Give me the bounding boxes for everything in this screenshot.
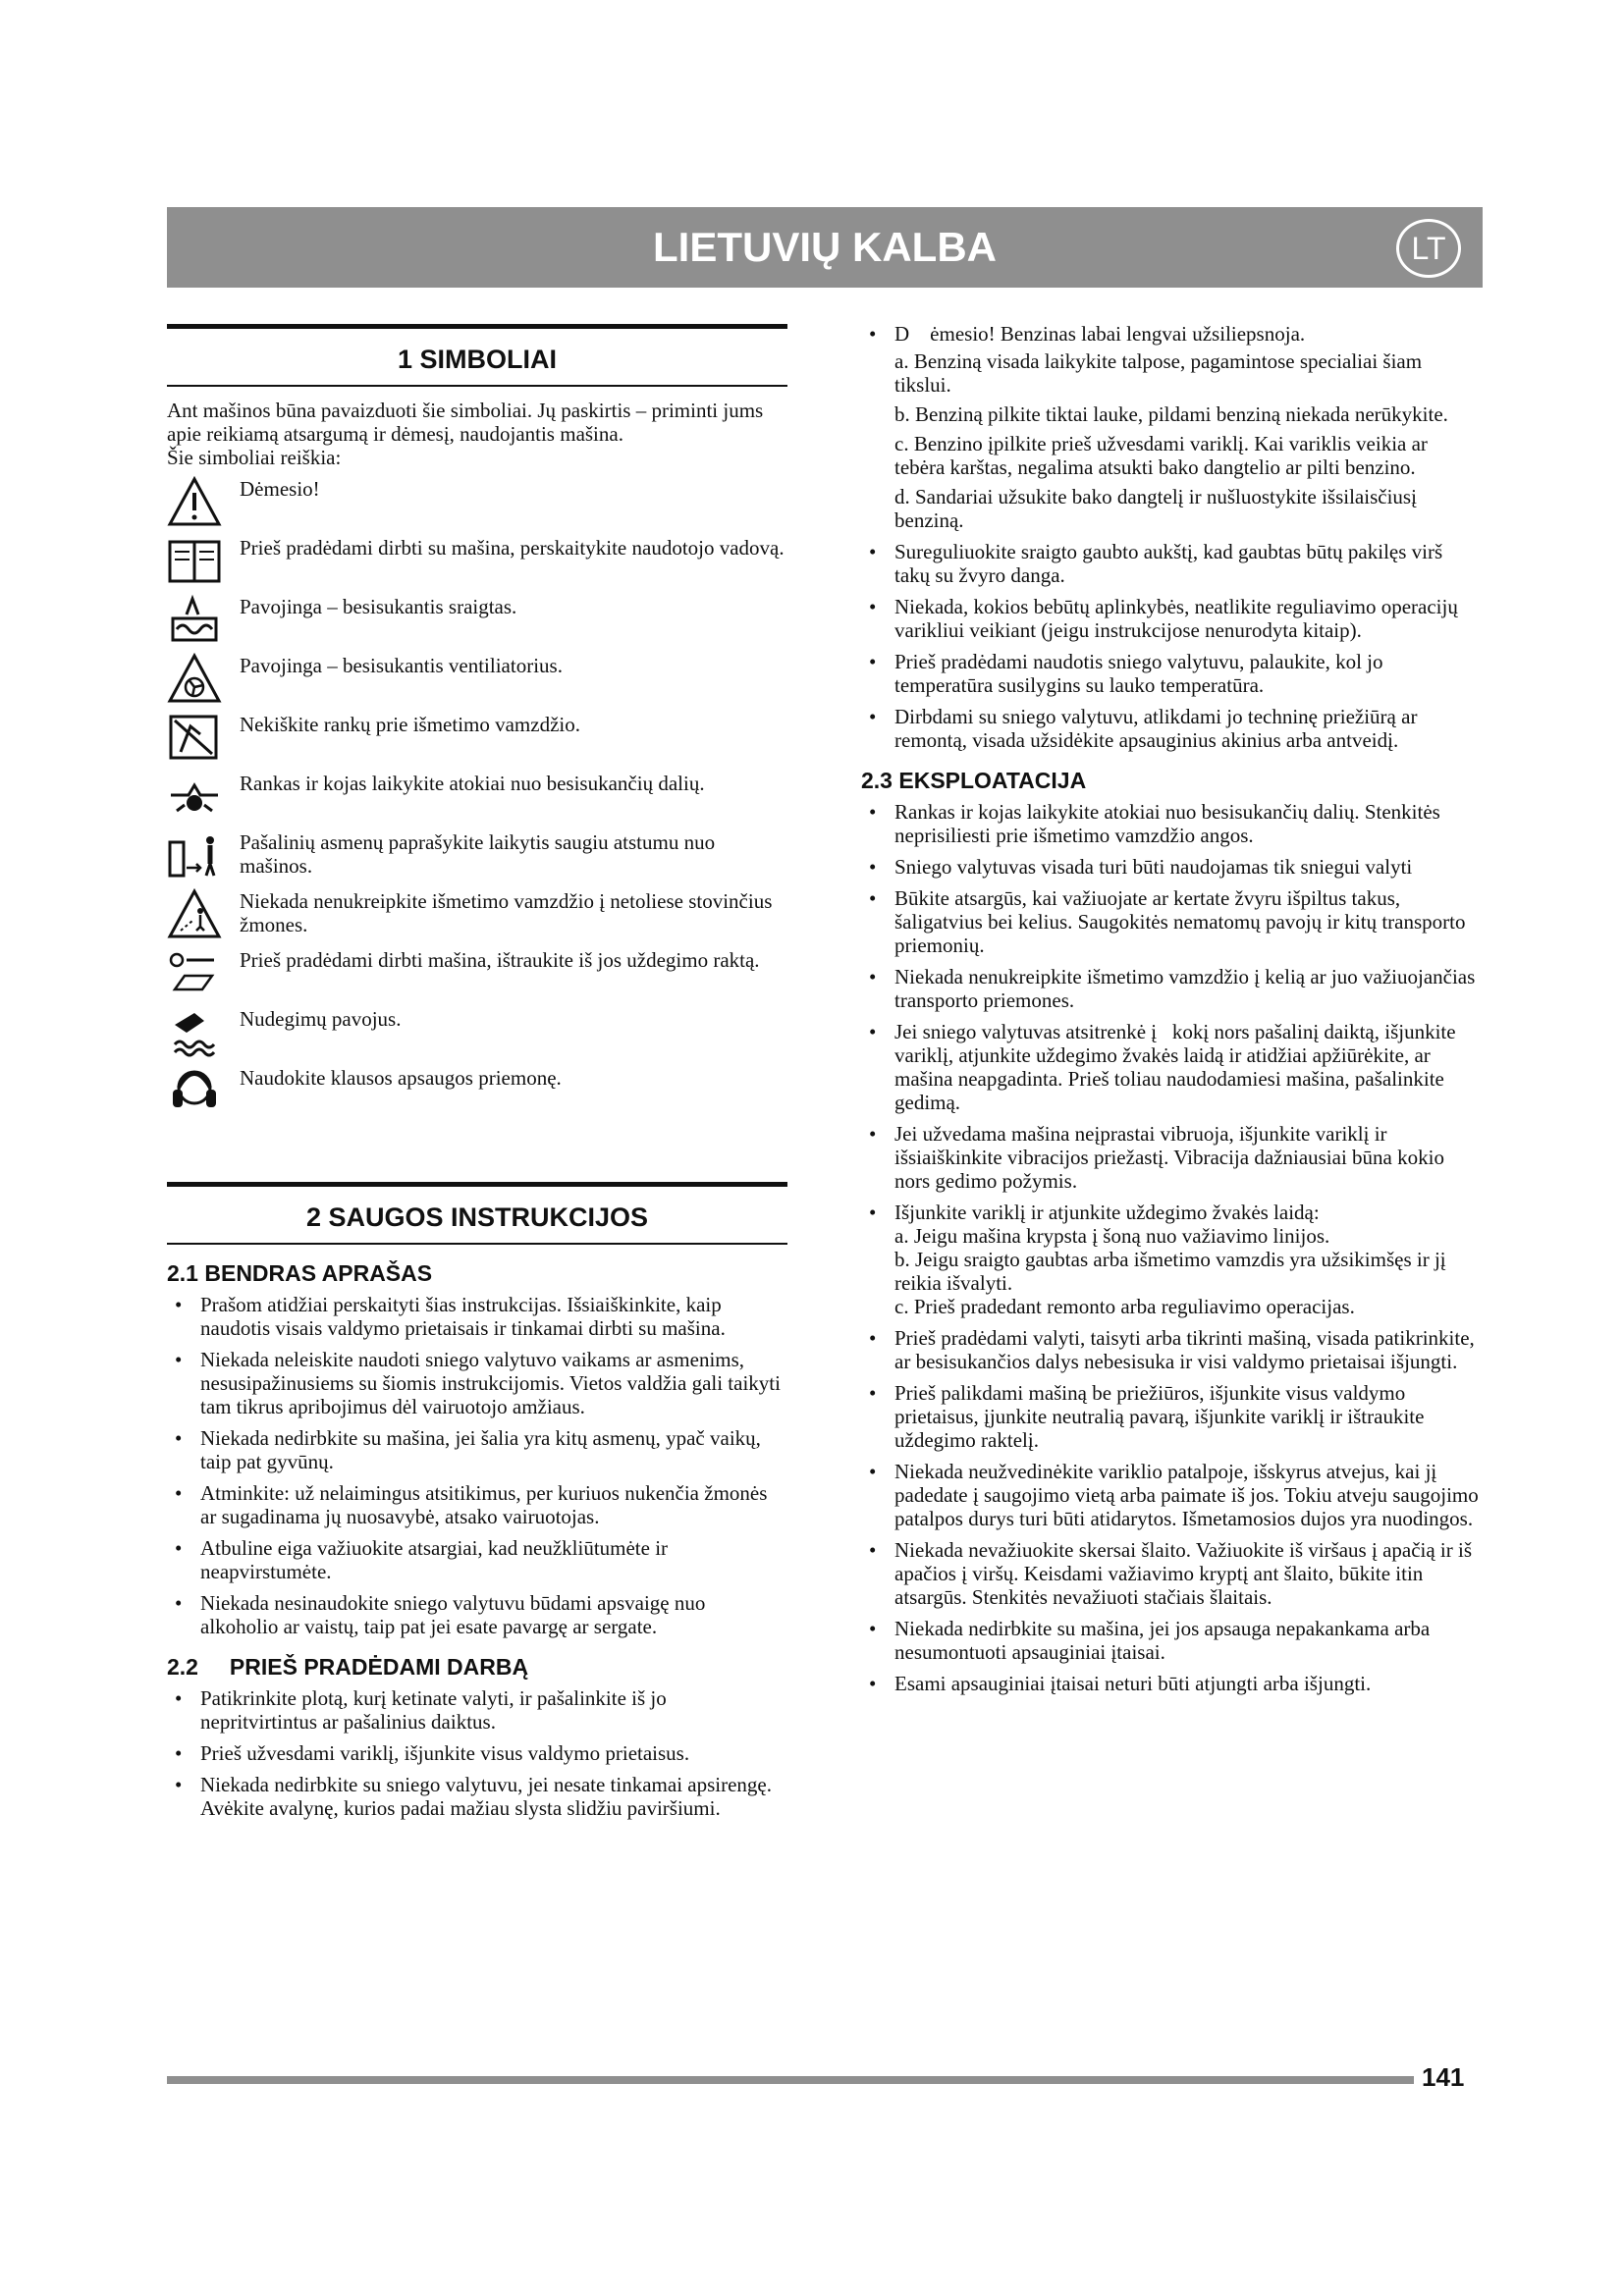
rotating-fan-icon xyxy=(167,652,228,705)
before-work-list xyxy=(167,1686,787,1820)
list-item: • Rankas ir kojas laikykite atokiai nuo besisukančių dalių. Stenkitės neprisiliesti prie išmetimo vamzdžio angos. xyxy=(861,800,1483,847)
safe-distance-icon xyxy=(167,828,228,881)
list-item: • Niekada nedirbkite su mašina, jei šalia yra kitų asmenų, ypač vaikų, taip pat gyvūnų. xyxy=(167,1426,787,1473)
symbol-text: Prieš pradėdami dirbti mašina, ištraukite iš jos uždegimo raktą. xyxy=(240,948,760,972)
symbol-text: Pavojinga – besisukantis ventiliatorius. xyxy=(240,654,563,677)
sub-item: c. Benzino įpilkite prieš užvesdami variklį. Kai variklis veikia ar tebėra karštas, negalima atsukti bako dangtelio ar pilti benzino. xyxy=(894,432,1428,479)
page-number: 141 xyxy=(1422,2062,1465,2092)
hand-in-chute-icon xyxy=(167,711,228,764)
symbol-text: Rankas ir kojas laikykite atokiai nuo besisukančių dalių. xyxy=(240,772,705,795)
list-item: • Niekada nesinaudokite sniego valytuvu būdami apsvaigę nuo alkoholio ar vaistų, taip pat jei esate pavargę ar sergate. xyxy=(167,1591,787,1638)
footer-bar xyxy=(167,2076,1414,2084)
subsection-title-operation: 2.3 EKSPLOATACIJA xyxy=(861,768,1087,793)
symbol-row xyxy=(167,770,787,827)
symbol-text: Dėmesio! xyxy=(240,477,320,501)
subsection-title-before-work: 2.2 PRIEŠ PRADĖDAMI DARBĄ xyxy=(167,1654,529,1680)
section-title-safety: 2 SAUGOS INSTRUKCIJOS xyxy=(167,1182,787,1245)
manual-book-icon xyxy=(167,534,228,587)
spacer xyxy=(167,1123,787,1182)
sub-item: d. Sandariai užsukite bako dangtelį ir nušluostykite išsilaisčiusį benziną. xyxy=(894,485,1417,532)
list-item: • Niekada nedirbkite su sniego valytuvu, jei nesate tinkamai apsirengę. Avėkite avalynę, kurios padai mažiau slysta slidžiu paviršiumi. xyxy=(167,1773,787,1820)
list-item: • Prieš pradėdami naudotis sniego valytuvu, palaukite, kol jo temperatūra susilygins su lauko temperatūra. xyxy=(861,650,1483,697)
sub-item: b. Benziną pilkite tiktai lauke, pildami benziną niekada nerūkykite. xyxy=(894,402,1448,426)
page-title: LIETUVIŲ KALBA xyxy=(653,224,997,270)
hand-foot-away-icon xyxy=(167,770,228,823)
fuel-list xyxy=(861,322,1483,752)
symbol-text: Nekiškite rankų prie išmetimo vamzdžio. xyxy=(240,713,580,736)
list-item: • Niekada, kokios bebūtų aplinkybės, neatlikite reguliavimo operacijų varikliui veikiant (jeigu instrukcijose nenurodyta kitaip). xyxy=(861,595,1483,642)
symbol-row xyxy=(167,887,787,944)
symbol-row xyxy=(167,1005,787,1062)
list-item: • Patikrinkite plotą, kurį ketinate valyti, ir pašalinkite iš jo nepritvirtintus ar pašalinius daiktus. xyxy=(167,1686,787,1734)
discharge-people-icon xyxy=(167,887,228,940)
list-item: • Atbuline eiga važiuokite atsargiai, kad neužkliūtumėte ir neapvirstumėte. xyxy=(167,1536,787,1583)
list-item: • Niekada nenukreipkite išmetimo vamzdžio į kelią ar juo važiuojančias transporto priemones. xyxy=(861,965,1483,1012)
list-item xyxy=(861,322,1483,532)
symbol-text: Prieš pradėdami dirbti su mašina, perskaitykite naudotojo vadovą. xyxy=(240,536,785,560)
sub-item: a. Jeigu mašina krypsta į šoną nuo važiavimo linijos. xyxy=(894,1224,1330,1248)
left-column xyxy=(167,324,787,1828)
symbol-row xyxy=(167,1064,787,1121)
symbol-text: Niekada nenukreipkite išmetimo vamzdžio į netoliese stovinčius žmones. xyxy=(240,889,773,936)
fuel-subitems xyxy=(894,349,1483,532)
symbols-intro-text: Ant mašinos būna pavaizduoti šie simboliai. Jų paskirtis – priminti jums apie reikiamą atsargumą ir dėmesį, naudojantis mašina. xyxy=(167,399,764,446)
language-badge: LT xyxy=(1396,219,1461,278)
symbol-list xyxy=(167,475,787,1121)
list-item: • Būkite atsargūs, kai važiuojate ar kertate žvyru išpiltus takus, šaligatvius bei kelius. Saugokitės nematomų pavojų ir kitų transporto priemonių. xyxy=(861,886,1483,957)
sub-item: c. Prieš pradedant remonto arba reguliavimo operacijas. xyxy=(894,1295,1355,1318)
disconnect-subitems xyxy=(894,1224,1483,1318)
symbol-row xyxy=(167,711,787,768)
list-item: • Atminkite: už nelaimingus atsitikimus, per kuriuos nukenčia žmonės ar sugadinama jų nuosavybė, atsako vairuotojas. xyxy=(167,1481,787,1528)
symbol-text: Naudokite klausos apsaugos priemonę. xyxy=(240,1066,562,1090)
list-item: • Prieš užvesdami variklį, išjunkite visus valdymo prietaisus. xyxy=(167,1741,787,1765)
section-title-symbols: 1 SIMBOLIAI xyxy=(167,324,787,387)
list-item: • Esami apsauginiai įtaisai neturi būti atjungti arba išjungti. xyxy=(861,1672,1483,1695)
symbol-row xyxy=(167,828,787,885)
symbols-intro xyxy=(167,399,787,469)
symbol-row xyxy=(167,652,787,709)
list-item: • Niekada nevažiuokite skersai šlaito. Važiuokite iš viršaus į apačią ir iš apačios į viršų. Keisdami važiavimo kryptį ant šlaito, būkite itin atsargūs. Stenkitės nevažiuoti stačiais šlaitais. xyxy=(861,1538,1483,1609)
symbol-row xyxy=(167,946,787,1003)
warning-triangle-icon xyxy=(167,475,228,528)
list-item: • Niekada neužvedinėkite variklio patalpoje, išskyrus atvejus, kai jį padedate į saugojimo vietą arba paimate iš jos. Tokiu atveju saugojimo patalpos durys turi būti atidarytos. Išmetamosios dujos yra nuodingos. xyxy=(861,1460,1483,1530)
list-item: • Dirbdami su sniego valytuvu, atlikdami jo techninę priežiūrą ar remontą, visada užsidėkite apsauginius akinius arba antveidį. xyxy=(861,705,1483,752)
symbols-intro-text-2: Šie simboliai reiškia: xyxy=(167,446,342,469)
symbol-text: Nudegimų pavojus. xyxy=(240,1007,402,1031)
fuel-warning: D ėmesio! Benzinas labai lengvai užsiliepsnoja. xyxy=(894,322,1306,346)
ear-protection-icon xyxy=(167,1064,228,1117)
remove-key-icon xyxy=(167,946,228,999)
sub-item: b. Jeigu sraigto gaubtas arba išmetimo vamzdis yra užsikimšęs ir jį reikia išvalyti. xyxy=(894,1248,1446,1295)
list-item xyxy=(861,1201,1483,1318)
symbol-text: Pavojinga – besisukantis sraigtas. xyxy=(240,595,517,618)
list-item: • Jei užvedama mašina neįprastai vibruoja, išjunkite variklį ir išsiaiškinkite vibracijos priežastį. Vibracija dažniausiai būna kokio nors gedimo požymis. xyxy=(861,1122,1483,1193)
sub-item: a. Benziną visada laikykite talpose, pagamintose specialiai šiam tikslui. xyxy=(894,349,1423,397)
hot-surface-icon xyxy=(167,1005,228,1058)
right-column xyxy=(861,322,1483,1703)
header-bar xyxy=(167,207,1483,288)
rotating-auger-icon xyxy=(167,593,228,646)
list-item: • Prieš pradėdami valyti, taisyti arba tikrinti mašiną, visada patikrinkite, ar besisukančios dalys nebesisuka ir visi valdymo prietaisai išjungti. xyxy=(861,1326,1483,1373)
list-item: • Niekada neleiskite naudoti sniego valytuvo vaikams ar asmenims, nesusipažinusiems su šiomis instrukcijomis. Vietos valdžia gali taikyti tam tikrus apribojimus dėl vairuotojo amžiaus. xyxy=(167,1348,787,1418)
list-item: • Prieš palikdami mašiną be priežiūros, išjunkite visus valdymo prietaisus, įjunkite neutralią pavarą, išjunkite variklį ir ištraukite uždegimo raktelį. xyxy=(861,1381,1483,1452)
general-list xyxy=(167,1293,787,1638)
symbol-row xyxy=(167,593,787,650)
symbol-row xyxy=(167,534,787,591)
subsection-title-general: 2.1 BENDRAS APRAŠAS xyxy=(167,1260,433,1286)
list-item: • Sniego valytuvas visada turi būti naudojamas tik sniegui valyti xyxy=(861,855,1483,879)
symbol-text: Pašalinių asmenų paprašykite laikytis saugiu atstumu nuo mašinos. xyxy=(240,830,716,878)
symbol-row xyxy=(167,475,787,532)
disconnect-lead: Išjunkite variklį ir atjunkite uždegimo žvakės laidą: xyxy=(894,1201,1320,1224)
list-item: • Jei sniego valytuvas atsitrenkė į kokį nors pašalinį daiktą, išjunkite variklį, atjunkite uždegimo žvakės laidą ir atidžiai apžiūrėkite, ar mašina neapgadinta. Prieš toliau naudodamiesi mašina, pašalinkite gedimą. xyxy=(861,1020,1483,1114)
list-item: • Niekada nedirbkite su mašina, jei jos apsauga nepakankama arba nesumontuoti apsauginiai įtaisai. xyxy=(861,1617,1483,1664)
list-item: • Sureguliuokite sraigto gaubto aukštį, kad gaubtas būtų pakilęs virš takų su žvyro danga. xyxy=(861,540,1483,587)
list-item: • Prašom atidžiai perskaityti šias instrukcijas. Išsiaiškinkite, kaip naudotis visais valdymo prietaisais ir tinkamai dirbti su mašina. xyxy=(167,1293,787,1340)
operation-list xyxy=(861,800,1483,1695)
